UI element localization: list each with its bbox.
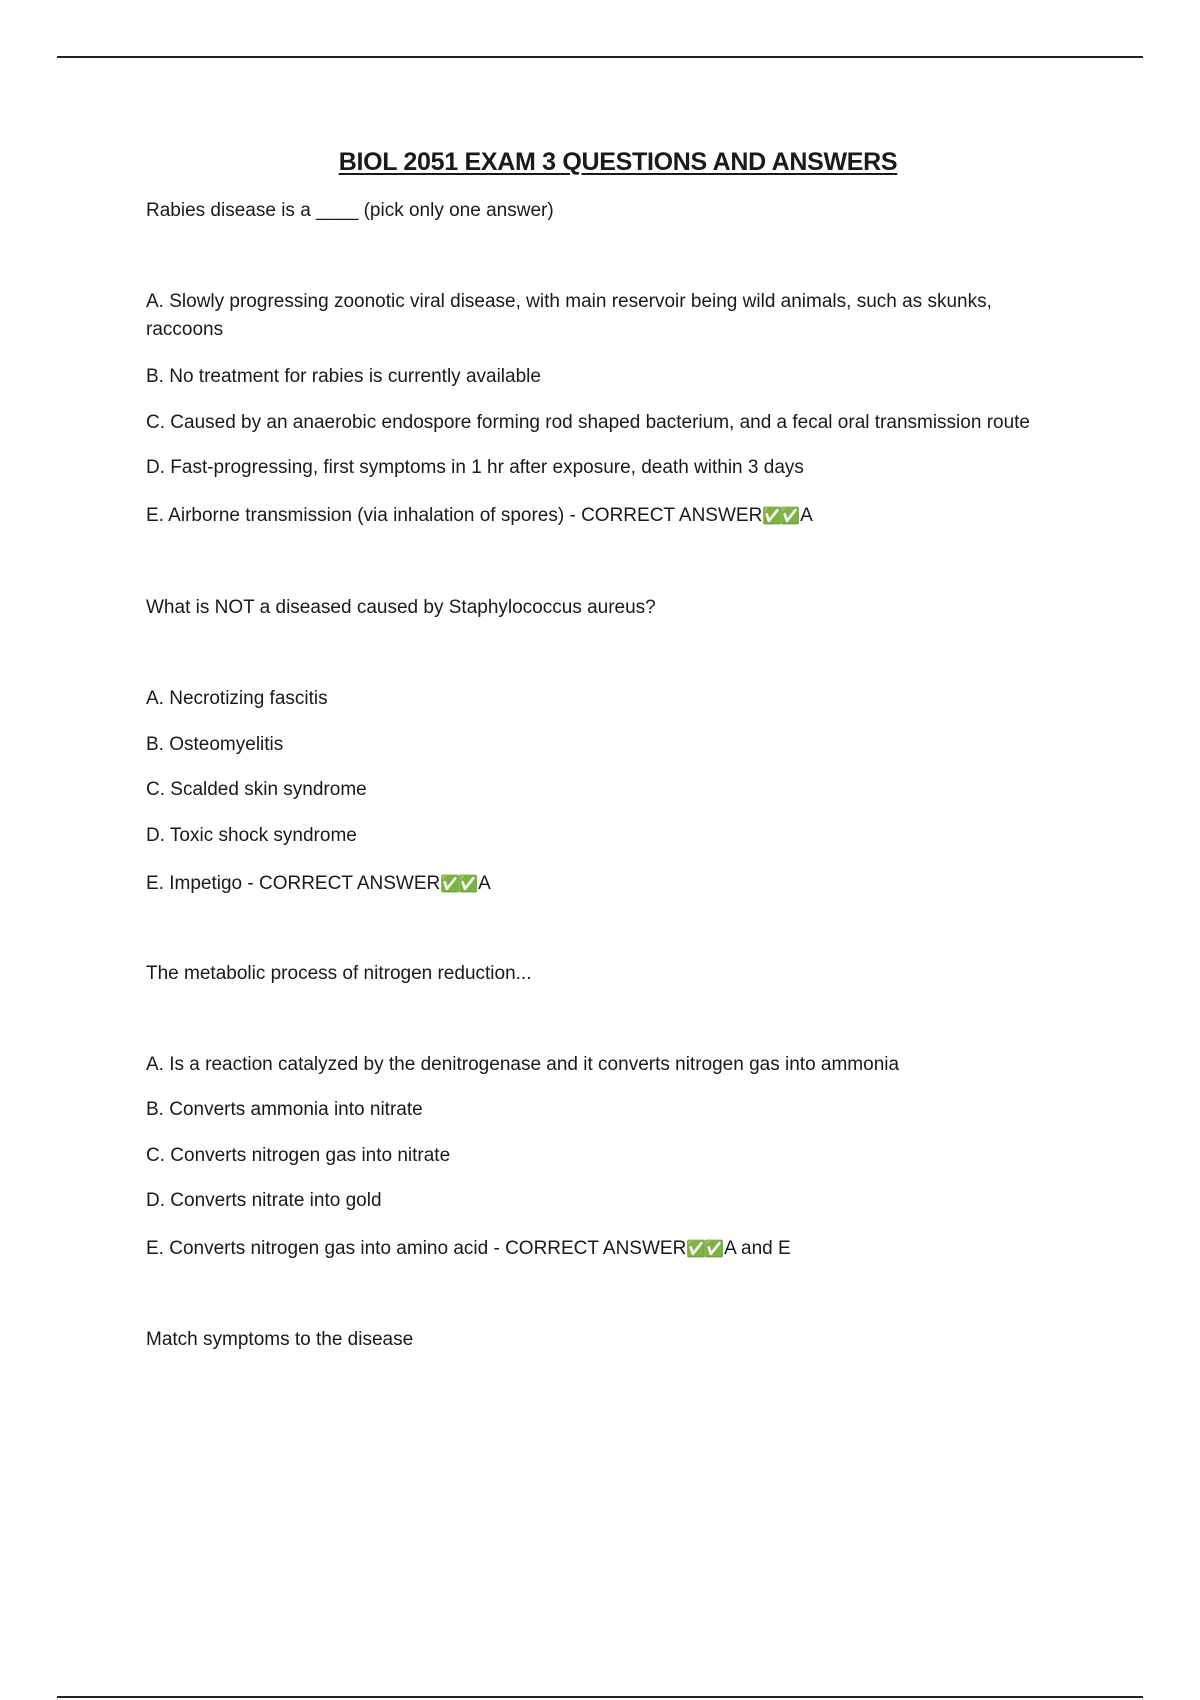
question-1-option-e xyxy=(146,502,813,530)
question-2-answer: A xyxy=(478,873,491,894)
page-title: BIOL 2051 EXAM 3 QUESTIONS AND ANSWERS xyxy=(338,148,898,176)
question-1-option-d: D. Fast-progressing, first symptoms in 1 hr after exposure, death within 3 days xyxy=(146,457,804,478)
question-2-option-d: D. Toxic shock syndrome xyxy=(146,825,357,846)
question-1-option-c: C. Caused by an anaerobic endospore forming rod shaped bacterium, and a fecal oral transmission route xyxy=(146,412,1031,433)
question-1-prompt: Rabies disease is a ____ (pick only one answer) xyxy=(146,200,554,221)
double-check-icon: ✅✅ xyxy=(762,506,799,525)
question-3-option-b: B. Converts ammonia into nitrate xyxy=(146,1099,423,1120)
question-3-option-e xyxy=(146,1235,791,1263)
question-2-option-e xyxy=(146,870,491,898)
question-3-option-a: A. Is a reaction catalyzed by the denitrogenase and it converts nitrogen gas into ammonia xyxy=(146,1054,900,1075)
question-3-prompt: The metabolic process of nitrogen reduction... xyxy=(146,963,532,984)
question-3-answer: A and E xyxy=(724,1238,791,1259)
double-check-icon: ✅✅ xyxy=(686,1239,723,1258)
question-1-option-b: B. No treatment for rabies is currently available xyxy=(146,366,541,387)
question-3-option-c: C. Converts nitrogen gas into nitrate xyxy=(146,1145,451,1166)
question-2-prompt: What is NOT a diseased caused by Staphylococcus aureus? xyxy=(146,597,656,618)
question-3-option-d: D. Converts nitrate into gold xyxy=(146,1190,382,1211)
question-1-option-a: A. Slowly progressing zoonotic viral disease, with main reservoir being wild animals, such as skunks, raccoons xyxy=(146,291,992,340)
question-1-option-e-text: E. Airborne transmission (via inhalation of spores) - CORRECT ANSWER xyxy=(146,505,763,526)
question-4-prompt: Match symptoms to the disease xyxy=(146,1329,414,1350)
question-3-option-e-text: E. Converts nitrogen gas into amino acid - CORRECT ANSWER xyxy=(146,1238,687,1259)
question-2-option-a: A. Necrotizing fascitis xyxy=(146,688,328,709)
question-2-option-c: C. Scalded skin syndrome xyxy=(146,779,367,800)
double-check-icon: ✅✅ xyxy=(440,874,477,893)
header-rule xyxy=(57,56,1143,58)
question-2-option-b: B. Osteomyelitis xyxy=(146,734,284,755)
question-1-answer: A xyxy=(800,505,813,526)
question-2-option-e-text: E. Impetigo - CORRECT ANSWER xyxy=(146,873,441,894)
footer-rule xyxy=(57,1696,1143,1698)
